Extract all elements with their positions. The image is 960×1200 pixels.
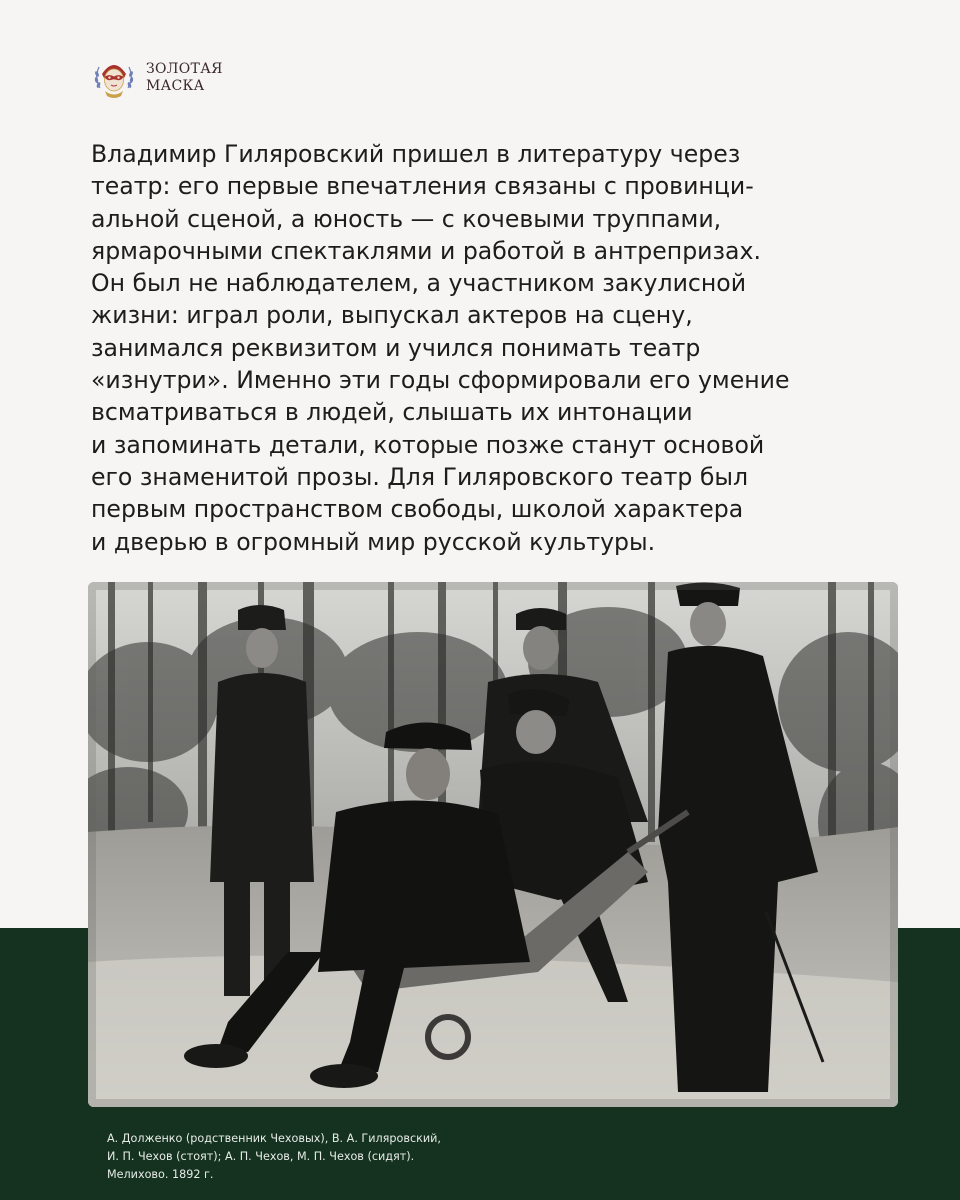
article-line: театр: его первые впечатления связаны с провинци- xyxy=(91,172,754,201)
theatre-mask-logo-icon xyxy=(88,52,140,104)
brand-name xyxy=(146,61,223,95)
article-line: и дверью в огромный мир русской культуры. xyxy=(91,527,656,556)
article-line: и запоминать детали, которые позже станут основой xyxy=(91,430,765,459)
article-line: Владимир Гиляровский пришел в литературу через xyxy=(91,140,741,168)
caption-line: И. П. Чехов (стоят); А. П. Чехов, М. П. Чехов (сидят). xyxy=(107,1150,415,1163)
brand-name-line-1: ЗОЛОТАЯ xyxy=(146,61,223,77)
article-line: занимался реквизитом и учился понимать театр xyxy=(91,333,701,362)
article-line: всматриваться в людей, слышать их интонации xyxy=(91,398,693,427)
caption-line: Мелихово. 1892 г. xyxy=(107,1168,214,1181)
article-line: Он был не наблюдателем, а участником закулисной xyxy=(91,269,747,298)
article-line: «изнутри». Именно эти годы сформировали его умение xyxy=(91,366,790,395)
article-line: первым пространством свободы, школой характера xyxy=(91,495,744,524)
brand-name-line-2: МАСКА xyxy=(146,78,205,94)
article-paragraph xyxy=(91,138,891,558)
article-line: жизни: играл роли, выпускал актеров на сцену, xyxy=(91,301,693,330)
brand-logo[interactable] xyxy=(88,52,223,104)
historical-group-photo xyxy=(88,582,898,1107)
article-line: ярмарочными спектаклями и работой в антрепризах. xyxy=(91,236,761,265)
article-line: альной сценой, а юность — с кочевыми труппами, xyxy=(91,204,722,233)
article-line: его знаменитой прозы. Для Гиляровского театр был xyxy=(91,462,749,491)
caption-line: А. Долженко (родственник Чеховых), В. А. Гиляровский, xyxy=(107,1132,441,1145)
photo-caption xyxy=(107,1130,441,1184)
